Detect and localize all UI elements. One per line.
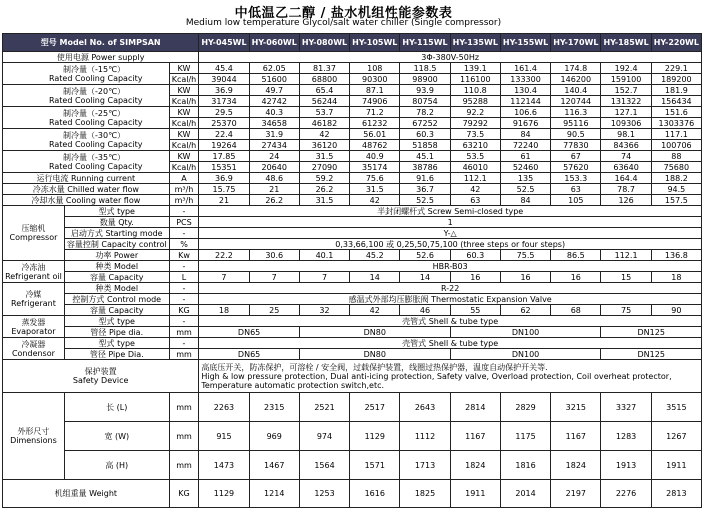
unit-cell: m³/h xyxy=(169,184,199,195)
value-cell: 1913 xyxy=(601,451,651,480)
condensor-type-label: 型式 type xyxy=(64,338,169,349)
value-cell: 31.9 xyxy=(249,129,299,140)
unit-cell: mm xyxy=(169,327,199,338)
value-cell: 68800 xyxy=(299,74,349,85)
evaporator-group-label: 蒸发器 Evaporator xyxy=(3,316,65,338)
value-cell: 81.37 xyxy=(299,63,349,74)
value-cell: 18 xyxy=(651,272,701,283)
model-header-cell: HY-170WL xyxy=(551,34,601,52)
value-cell: 31734 xyxy=(199,96,249,107)
chilled-water-flow-label: 冷冻水量 Chilled water flow xyxy=(3,184,170,195)
value-cell: 2521 xyxy=(299,393,349,422)
value-cell: 78.7 xyxy=(601,184,651,195)
starting-mode-value: Y-△ xyxy=(199,228,702,239)
value-cell: 22.2 xyxy=(199,250,249,261)
pipe-dia-value: DN125 xyxy=(601,349,702,360)
starting-mode-label: 启动方式 Starting mode xyxy=(64,228,169,239)
value-cell: 1167 xyxy=(551,422,601,451)
compressor-qty-label: 数量 Qty. xyxy=(64,217,169,228)
value-cell: 75 xyxy=(601,305,651,316)
dimension-label: 高 (H) xyxy=(64,451,169,480)
capacity-control-label: 容量控制 Capacity control xyxy=(64,239,169,250)
value-cell: 52460 xyxy=(500,162,550,173)
value-cell: 2014 xyxy=(500,480,550,508)
model-header-cell: HY-185WL xyxy=(601,34,651,52)
value-cell: 15351 xyxy=(199,162,249,173)
value-cell: 112.1 xyxy=(450,173,500,184)
value-cell: 53.5 xyxy=(450,151,500,162)
value-cell: 40.9 xyxy=(350,151,400,162)
value-cell: 36.9 xyxy=(199,173,249,184)
value-cell: 1253 xyxy=(299,480,349,508)
value-cell: 127.1 xyxy=(601,107,651,118)
value-cell: 15.75 xyxy=(199,184,249,195)
value-cell: 42 xyxy=(450,184,500,195)
value-cell: 71.2 xyxy=(350,107,400,118)
value-cell: 151.6 xyxy=(651,107,701,118)
value-cell: 130.4 xyxy=(500,85,550,96)
value-cell: 16 xyxy=(551,272,601,283)
value-cell: 2814 xyxy=(450,393,500,422)
value-cell: 915 xyxy=(199,422,249,451)
value-cell: 3515 xyxy=(651,393,701,422)
value-cell: 75.5 xyxy=(500,250,550,261)
capacity-control-value: 0,33,66,100 或 0,25,50,75,100 (three steps or four steps) xyxy=(199,239,702,250)
value-cell: 52.5 xyxy=(500,184,550,195)
value-cell: 52.6 xyxy=(400,250,450,261)
cooling-capacity-label: 制冷量（-20℃） Rated Cooling Capacity xyxy=(3,85,170,107)
unit-cell: mm xyxy=(169,422,199,451)
value-cell: 75680 xyxy=(651,162,701,173)
value-cell: 45.1 xyxy=(400,151,450,162)
value-cell: 95116 xyxy=(551,118,601,129)
value-cell: 21 xyxy=(199,195,249,206)
value-cell: 67 xyxy=(551,151,601,162)
unit-cell: Kcal/h xyxy=(169,96,199,107)
unit-cell: L xyxy=(169,272,199,283)
value-cell: 1214 xyxy=(249,480,299,508)
refrigerant-capacity-label: 容量 Capacity xyxy=(64,305,169,316)
value-cell: 80754 xyxy=(400,96,450,107)
running-current-label: 运行电流 Running current xyxy=(3,173,170,184)
value-cell: 49.7 xyxy=(249,85,299,96)
unit-cell: Kcal/h xyxy=(169,118,199,129)
refrigerant-group-label: 冷媒 Refrigerant xyxy=(3,283,65,316)
value-cell: 108 xyxy=(350,63,400,74)
page-title: 中低温乙二醇 / 盐水机组性能参数表 xyxy=(234,6,453,21)
unit-cell: - xyxy=(169,294,199,305)
evaporator-pipe-label: 管径 Pipe dia. xyxy=(64,327,169,338)
cooling-capacity-label: 制冷量（-35℃） Rated Cooling Capacity xyxy=(3,151,170,173)
value-cell: 161.4 xyxy=(500,63,550,74)
unit-cell: - xyxy=(169,283,199,294)
condensor-type-value: 壳管式 Shell & tube type xyxy=(199,338,702,349)
value-cell: 131322 xyxy=(601,96,651,107)
model-header-cell: HY-135WL xyxy=(450,34,500,52)
value-cell: 46 xyxy=(400,305,450,316)
pipe-dia-value: DN125 xyxy=(601,327,702,338)
value-cell: 1825 xyxy=(400,480,450,508)
value-cell: 116100 xyxy=(450,74,500,85)
model-header-label: 型号 Model No. of SIMPSAN xyxy=(3,34,199,52)
compressor-type-label: 型式 type xyxy=(64,206,169,217)
value-cell: 1283 xyxy=(601,422,651,451)
value-cell: 1129 xyxy=(199,480,249,508)
unit-cell: mm xyxy=(169,451,199,480)
value-cell: 45.2 xyxy=(350,250,400,261)
value-cell: 18 xyxy=(199,305,249,316)
value-cell: 30.6 xyxy=(249,250,299,261)
value-cell: 174.8 xyxy=(551,63,601,74)
value-cell: 106.6 xyxy=(500,107,550,118)
unit-cell: mm xyxy=(169,349,199,360)
value-cell: 188.2 xyxy=(651,173,701,184)
value-cell: 67252 xyxy=(400,118,450,129)
value-cell: 17.85 xyxy=(199,151,249,162)
model-header-cell: HY-045WL xyxy=(199,34,249,52)
unit-cell: Kcal/h xyxy=(169,162,199,173)
value-cell: 159100 xyxy=(601,74,651,85)
value-cell: 61 xyxy=(500,151,550,162)
unit-cell: Kcal/h xyxy=(169,140,199,151)
cooling-capacity-label: 制冷量（-30℃） Rated Cooling Capacity xyxy=(3,129,170,151)
value-cell: 192.4 xyxy=(601,63,651,74)
page-subtitle: Medium low temperature Glycol/salt water chiller (Single compressor) xyxy=(185,18,502,28)
value-cell: 75.6 xyxy=(350,173,400,184)
value-cell: 63640 xyxy=(601,162,651,173)
pipe-dia-value: DN100 xyxy=(450,349,601,360)
value-cell: 79292 xyxy=(450,118,500,129)
dimension-label: 宽 (W) xyxy=(64,422,169,451)
value-cell: 38786 xyxy=(400,162,450,173)
value-cell: 1911 xyxy=(450,480,500,508)
model-header-cell: HY-080WL xyxy=(299,34,349,52)
pipe-dia-value: DN100 xyxy=(450,327,601,338)
value-cell: 42 xyxy=(299,129,349,140)
dimension-label: 长 (L) xyxy=(64,393,169,422)
value-cell: 90.5 xyxy=(551,129,601,140)
cooling-water-flow-label: 冷却水量 Cooling water flow xyxy=(3,195,170,206)
pipe-dia-value: DN65 xyxy=(199,349,300,360)
value-cell: 2829 xyxy=(500,393,550,422)
value-cell: 73.5 xyxy=(450,129,500,140)
value-cell: 35174 xyxy=(350,162,400,173)
compressor-qty-value: 1 xyxy=(199,217,702,228)
value-cell: 146200 xyxy=(551,74,601,85)
value-cell: 45.4 xyxy=(199,63,249,74)
value-cell: 27090 xyxy=(299,162,349,173)
value-cell: 126 xyxy=(601,195,651,206)
unit-cell: PCS xyxy=(169,217,199,228)
value-cell: 90300 xyxy=(350,74,400,85)
value-cell: 36.9 xyxy=(199,85,249,96)
value-cell: 84 xyxy=(500,195,550,206)
value-cell: 14 xyxy=(400,272,450,283)
value-cell: 7 xyxy=(199,272,249,283)
refrigerant-model-value: R-22 xyxy=(199,283,702,294)
value-cell: 63210 xyxy=(450,140,500,151)
weight-label: 机组重量 Weight xyxy=(3,480,170,508)
value-cell: 91676 xyxy=(500,118,550,129)
value-cell: 1616 xyxy=(350,480,400,508)
value-cell: 1911 xyxy=(651,451,701,480)
value-cell: 116.3 xyxy=(551,107,601,118)
compressor-type-value: 半封闭螺杆式 Screw Semi-closed type xyxy=(199,206,702,217)
value-cell: 94.5 xyxy=(651,184,701,195)
value-cell: 40.1 xyxy=(299,250,349,261)
value-cell: 1267 xyxy=(651,422,701,451)
evaporator-type-value: 壳管式 Shell & tube type xyxy=(199,316,702,327)
unit-cell: Kcal/h xyxy=(169,74,199,85)
value-cell: 51858 xyxy=(400,140,450,151)
value-cell: 68 xyxy=(551,305,601,316)
pipe-dia-value: DN80 xyxy=(299,327,450,338)
unit-cell: KG xyxy=(169,305,199,316)
value-cell: 91.6 xyxy=(400,173,450,184)
value-cell: 153.3 xyxy=(551,173,601,184)
control-mode-label: 控制方式 Control mode xyxy=(64,294,169,305)
value-cell: 56244 xyxy=(299,96,349,107)
value-cell: 16 xyxy=(450,272,500,283)
value-cell: 135 xyxy=(500,173,550,184)
value-cell: 2276 xyxy=(601,480,651,508)
oil-capacity-label: 容量 Capacity xyxy=(64,272,169,283)
value-cell: 3327 xyxy=(601,393,651,422)
value-cell: 25 xyxy=(249,305,299,316)
safety-device-value: 高底压开关，防冻保护，可溶栓 / 安全阀，过载保护装置，线圈过热保护器，温度自动保护开关等． High & low pressure protection, Dual anti-icing protection, Safety valve, Overload protection, Coil overheat protector, Temperature automatic protection switch,etc. xyxy=(199,360,702,393)
unit-cell: KW xyxy=(169,107,199,118)
value-cell: 229.1 xyxy=(651,63,701,74)
power-supply-value: 3Φ-380V-50Hz xyxy=(199,52,702,63)
unit-cell: - xyxy=(169,338,199,349)
value-cell: 60.3 xyxy=(450,250,500,261)
value-cell: 26.2 xyxy=(249,195,299,206)
pipe-dia-value: DN65 xyxy=(199,327,300,338)
model-header-cell: HY-115WL xyxy=(400,34,450,52)
value-cell: 1467 xyxy=(249,451,299,480)
value-cell: 39044 xyxy=(199,74,249,85)
value-cell: 112.1 xyxy=(601,250,651,261)
unit-cell: - xyxy=(169,261,199,272)
value-cell: 48762 xyxy=(350,140,400,151)
value-cell: 92.2 xyxy=(450,107,500,118)
value-cell: 1713 xyxy=(400,451,450,480)
value-cell: 84366 xyxy=(601,140,651,151)
value-cell: 152.7 xyxy=(601,85,651,96)
compressor-group-label: 压缩机 Compressor xyxy=(3,206,65,261)
value-cell: 2263 xyxy=(199,393,249,422)
value-cell: 1175 xyxy=(500,422,550,451)
value-cell: 42 xyxy=(350,305,400,316)
value-cell: 7 xyxy=(249,272,299,283)
safety-device-label: 保护装置 Safety Device xyxy=(3,360,199,393)
cooling-capacity-label: 制冷量（-25℃） Rated Cooling Capacity xyxy=(3,107,170,129)
value-cell: 1564 xyxy=(299,451,349,480)
unit-cell: KW xyxy=(169,129,199,140)
value-cell: 1473 xyxy=(199,451,249,480)
value-cell: 31.5 xyxy=(350,184,400,195)
value-cell: 40.3 xyxy=(249,107,299,118)
value-cell: 31.5 xyxy=(299,195,349,206)
value-cell: 21 xyxy=(249,184,299,195)
value-cell: 1303376 xyxy=(651,118,701,129)
unit-cell: KW xyxy=(169,151,199,162)
value-cell: 63 xyxy=(551,184,601,195)
value-cell: 1129 xyxy=(350,422,400,451)
value-cell: 31.5 xyxy=(299,151,349,162)
model-header-cell: HY-060WL xyxy=(249,34,299,52)
value-cell: 42 xyxy=(350,195,400,206)
value-cell: 2315 xyxy=(249,393,299,422)
value-cell: 46010 xyxy=(450,162,500,173)
power-supply-label: 使用电源 Power supply xyxy=(3,52,199,63)
value-cell: 62.05 xyxy=(249,63,299,74)
value-cell: 1824 xyxy=(450,451,500,480)
value-cell: 1167 xyxy=(450,422,500,451)
value-cell: 156434 xyxy=(651,96,701,107)
value-cell: 19264 xyxy=(199,140,249,151)
value-cell: 112144 xyxy=(500,96,550,107)
unit-cell: KW xyxy=(169,63,199,74)
value-cell: 181.9 xyxy=(651,85,701,96)
evaporator-type-label: 型式 type xyxy=(64,316,169,327)
value-cell: 157.5 xyxy=(651,195,701,206)
value-cell: 42742 xyxy=(249,96,299,107)
value-cell: 133300 xyxy=(500,74,550,85)
value-cell: 74906 xyxy=(350,96,400,107)
value-cell: 86.5 xyxy=(551,250,601,261)
value-cell: 88 xyxy=(651,151,701,162)
value-cell: 62 xyxy=(500,305,550,316)
model-header-cell: HY-155WL xyxy=(500,34,550,52)
model-header-cell: HY-105WL xyxy=(350,34,400,52)
value-cell: 34658 xyxy=(249,118,299,129)
value-cell: 74 xyxy=(601,151,651,162)
value-cell: 15 xyxy=(601,272,651,283)
value-cell: 2643 xyxy=(400,393,450,422)
refrigerant-oil-group-label: 冷冻油 Refrigerant oil xyxy=(3,261,65,283)
oil-model-value: HBR-B03 xyxy=(199,261,702,272)
value-cell: 189200 xyxy=(651,74,701,85)
value-cell: 140.4 xyxy=(551,85,601,96)
condensor-group-label: 冷凝器 Condensor xyxy=(3,338,65,360)
unit-cell: m³/h xyxy=(169,195,199,206)
value-cell: 969 xyxy=(249,422,299,451)
unit-cell: - xyxy=(169,316,199,327)
value-cell: 52.5 xyxy=(400,195,450,206)
value-cell: 46182 xyxy=(299,118,349,129)
value-cell: 2197 xyxy=(551,480,601,508)
value-cell: 29.5 xyxy=(199,107,249,118)
unit-cell: mm xyxy=(169,393,199,422)
value-cell: 53.7 xyxy=(299,107,349,118)
compressor-power-label: 功率 Power xyxy=(64,250,169,261)
value-cell: 1571 xyxy=(350,451,400,480)
value-cell: 974 xyxy=(299,422,349,451)
value-cell: 57620 xyxy=(551,162,601,173)
oil-model-label: 种类 Model xyxy=(64,261,169,272)
value-cell: 22.4 xyxy=(199,129,249,140)
unit-cell: KG xyxy=(169,480,199,508)
value-cell: 65.4 xyxy=(299,85,349,96)
spec-table xyxy=(2,33,702,508)
unit-cell: KW xyxy=(169,85,199,96)
value-cell: 72240 xyxy=(500,140,550,151)
control-mode-value: 感温式外部均压膨胀阀 Thermostatic Expansion Valve xyxy=(199,294,702,305)
value-cell: 3215 xyxy=(551,393,601,422)
value-cell: 98900 xyxy=(400,74,450,85)
value-cell: 60.3 xyxy=(400,129,450,140)
value-cell: 1816 xyxy=(500,451,550,480)
condensor-pipe-label: 管径 Pipe Dia. xyxy=(64,349,169,360)
value-cell: 25370 xyxy=(199,118,249,129)
value-cell: 105 xyxy=(551,195,601,206)
value-cell: 95288 xyxy=(450,96,500,107)
value-cell: 20640 xyxy=(249,162,299,173)
value-cell: 36120 xyxy=(299,140,349,151)
unit-cell: - xyxy=(169,206,199,217)
value-cell: 117.1 xyxy=(651,129,701,140)
value-cell: 7 xyxy=(299,272,349,283)
value-cell: 36.7 xyxy=(400,184,450,195)
value-cell: 26.2 xyxy=(299,184,349,195)
value-cell: 32 xyxy=(299,305,349,316)
value-cell: 63 xyxy=(450,195,500,206)
value-cell: 59.2 xyxy=(299,173,349,184)
value-cell: 1824 xyxy=(551,451,601,480)
value-cell: 164.4 xyxy=(601,173,651,184)
value-cell: 77830 xyxy=(551,140,601,151)
value-cell: 27434 xyxy=(249,140,299,151)
value-cell: 84 xyxy=(500,129,550,140)
pipe-dia-value: DN80 xyxy=(299,349,450,360)
value-cell: 100706 xyxy=(651,140,701,151)
unit-cell: Kw xyxy=(169,250,199,261)
value-cell: 55 xyxy=(450,305,500,316)
value-cell: 61232 xyxy=(350,118,400,129)
value-cell: 56.01 xyxy=(350,129,400,140)
value-cell: 109306 xyxy=(601,118,651,129)
value-cell: 93.9 xyxy=(400,85,450,96)
value-cell: 16 xyxy=(500,272,550,283)
value-cell: 98.1 xyxy=(601,129,651,140)
model-header-cell: HY-220WL xyxy=(651,34,701,52)
value-cell: 78.2 xyxy=(400,107,450,118)
value-cell: 139.1 xyxy=(450,63,500,74)
dimensions-group-label: 外形尺寸 Dimensions xyxy=(3,393,65,480)
value-cell: 2517 xyxy=(350,393,400,422)
unit-cell: % xyxy=(169,239,199,250)
value-cell: 118.5 xyxy=(400,63,450,74)
value-cell: 48.6 xyxy=(249,173,299,184)
refrigerant-model-label: 种类 Model xyxy=(64,283,169,294)
value-cell: 90 xyxy=(651,305,701,316)
value-cell: 2813 xyxy=(651,480,701,508)
unit-cell: A xyxy=(169,173,199,184)
value-cell: 87.1 xyxy=(350,85,400,96)
value-cell: 110.8 xyxy=(450,85,500,96)
value-cell: 14 xyxy=(350,272,400,283)
unit-cell: - xyxy=(169,228,199,239)
value-cell: 1112 xyxy=(400,422,450,451)
value-cell: 136.8 xyxy=(651,250,701,261)
value-cell: 51600 xyxy=(249,74,299,85)
cooling-capacity-label: 制冷量（-15℃） Rated Cooling Capacity xyxy=(3,63,170,85)
value-cell: 24 xyxy=(249,151,299,162)
value-cell: 120744 xyxy=(551,96,601,107)
